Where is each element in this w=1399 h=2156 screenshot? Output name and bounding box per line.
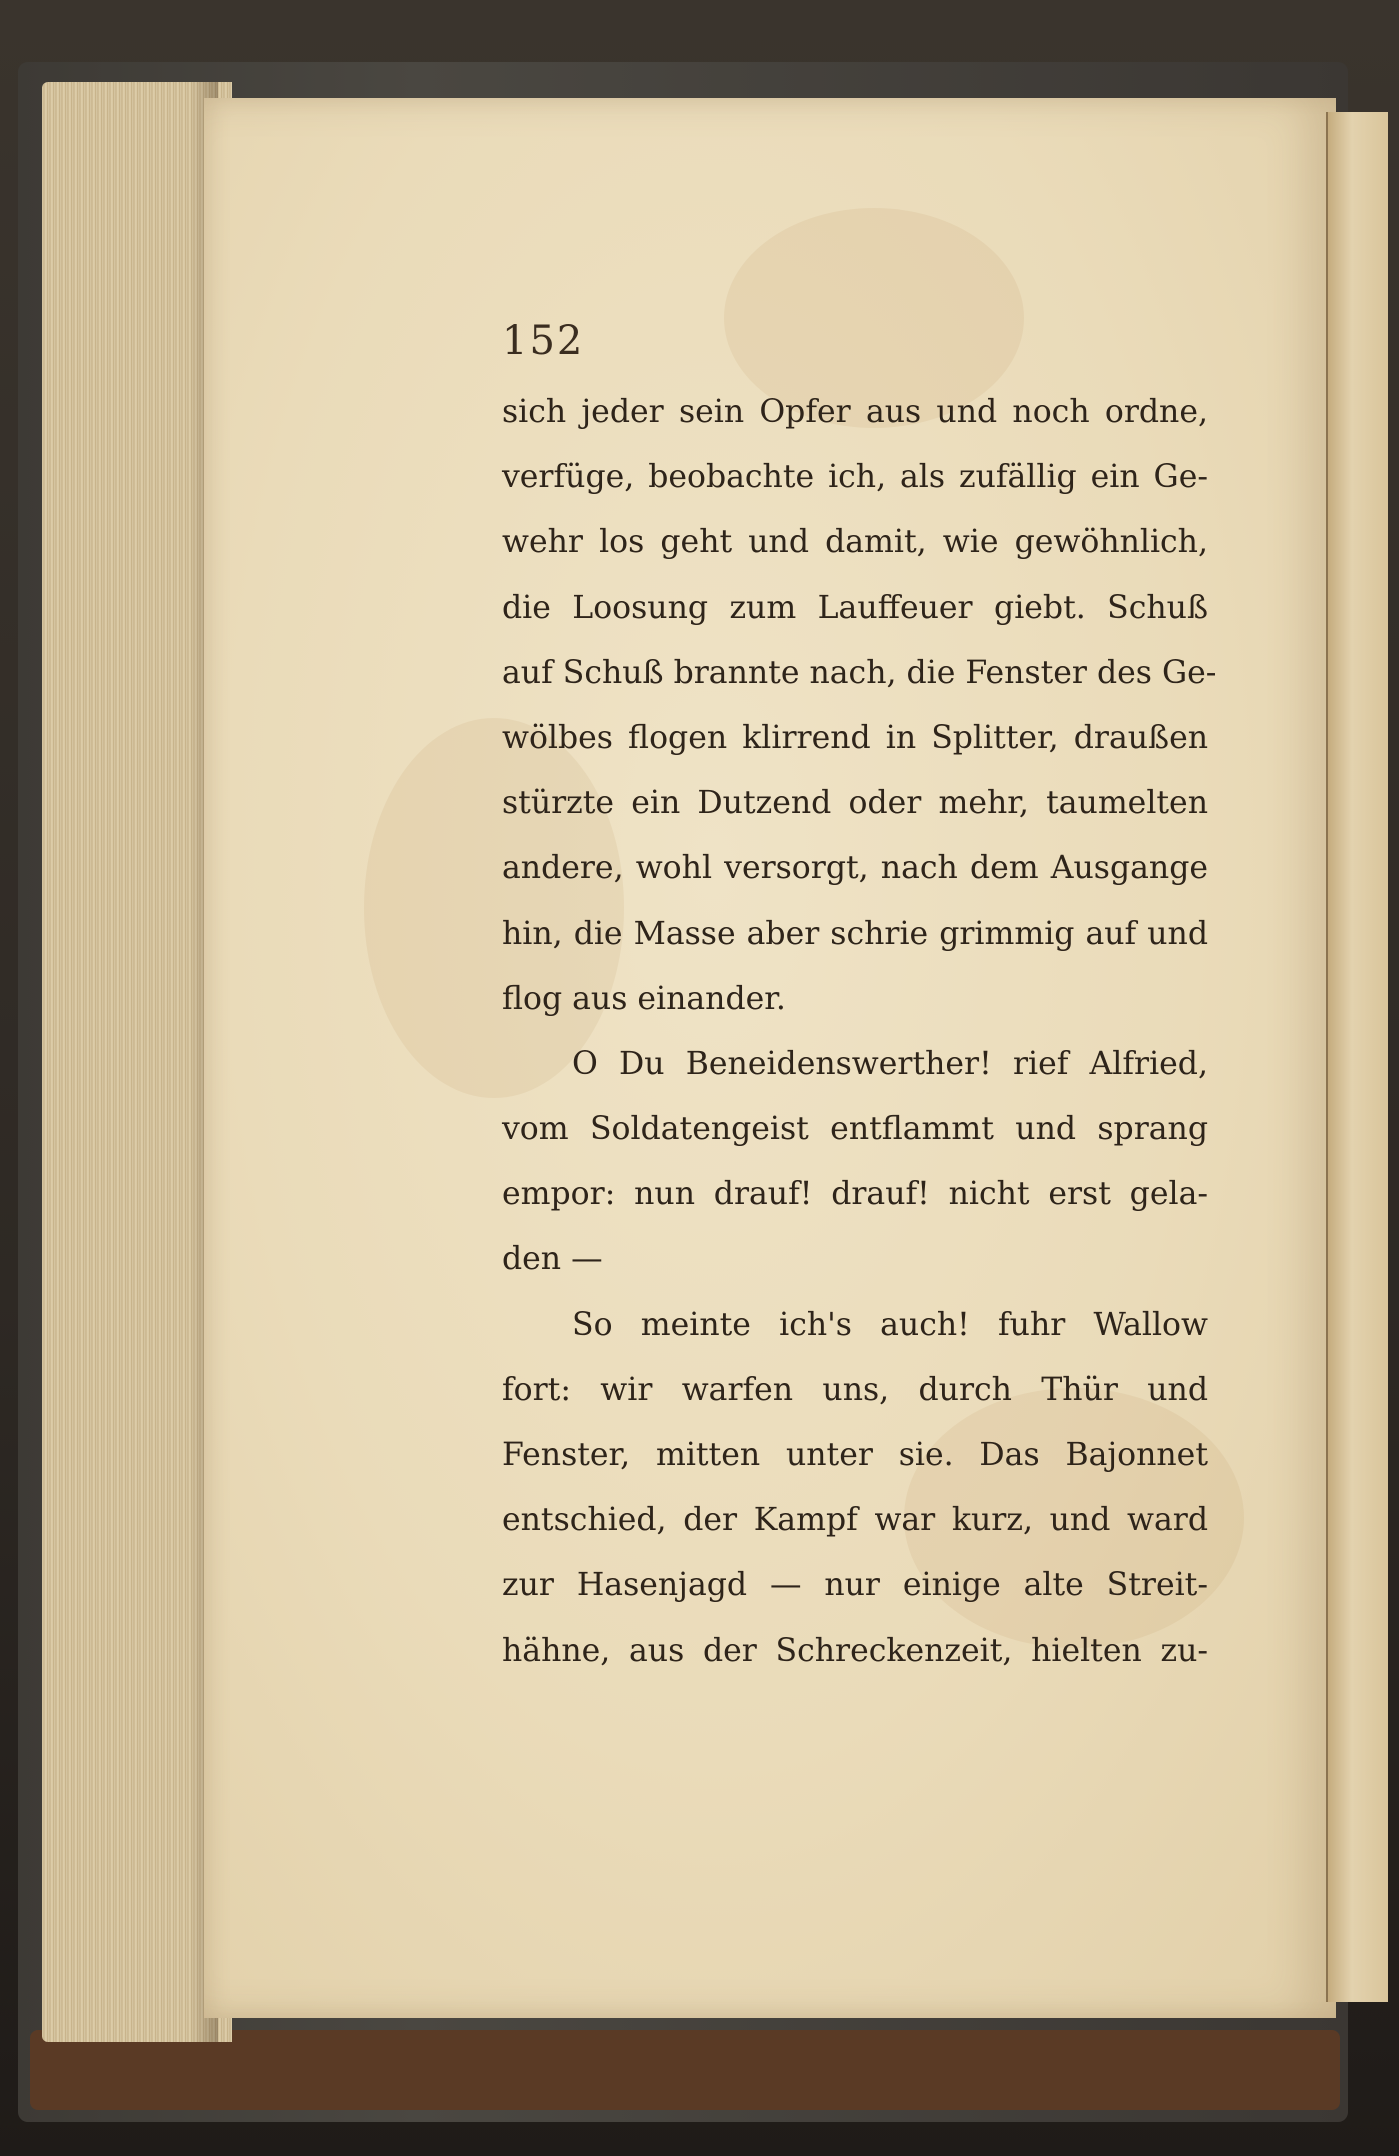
text-line: wölbes flogen klirrend in Splitter, draußen bbox=[502, 719, 1208, 756]
text-line: vom Soldatengeist entflammt und sprang bbox=[502, 1111, 1208, 1148]
text-line: die Loosung zum Lauffeuer giebt. Schuß bbox=[502, 589, 1208, 626]
page-number: 152 bbox=[502, 318, 585, 364]
text-line: zur Hasenjagd — nur einige alte Streit- bbox=[502, 1567, 1208, 1604]
text-line: hähne, aus der Schreckenzeit, hielten zu- bbox=[502, 1632, 1208, 1669]
facing-page-edge bbox=[1326, 112, 1388, 2002]
text-line: auf Schuß brannte nach, die Fenster des Ge- bbox=[502, 654, 1217, 691]
text-line: empor: nun drauf! drauf! nicht erst gela- bbox=[502, 1176, 1208, 1213]
text-line: hin, die Masse aber schrie grimmig auf und bbox=[502, 915, 1208, 952]
text-line: So meinte ich's auch! fuhr Wallow bbox=[572, 1306, 1208, 1343]
text-line: den — bbox=[502, 1241, 603, 1278]
text-line: wehr los geht und damit, wie gewöhnlich, bbox=[502, 524, 1208, 561]
text-line: andere, wohl versorgt, nach dem Ausgange bbox=[502, 850, 1208, 887]
text-line: Fenster, mitten unter sie. Das Bajonnet bbox=[502, 1437, 1208, 1473]
text-line: fort: wir warfen uns, durch Thür und bbox=[502, 1371, 1208, 1408]
text-line: stürzte ein Dutzend oder mehr, taumelten bbox=[502, 785, 1208, 822]
text-line: O Du Beneidenswerther! rief Alfried, bbox=[572, 1045, 1208, 1082]
cover-edge bbox=[30, 2030, 1340, 2110]
page-text bbox=[502, 380, 1217, 1684]
text-line: entschied, der Kampf war kurz, und ward bbox=[502, 1502, 1208, 1539]
text-line: sich jeder sein Opfer aus und noch ordne, bbox=[502, 394, 1208, 430]
text-line: flog aus einander. bbox=[502, 980, 786, 1017]
text-line: verfüge, beobachte ich, als zufällig ein Ge- bbox=[502, 459, 1208, 496]
